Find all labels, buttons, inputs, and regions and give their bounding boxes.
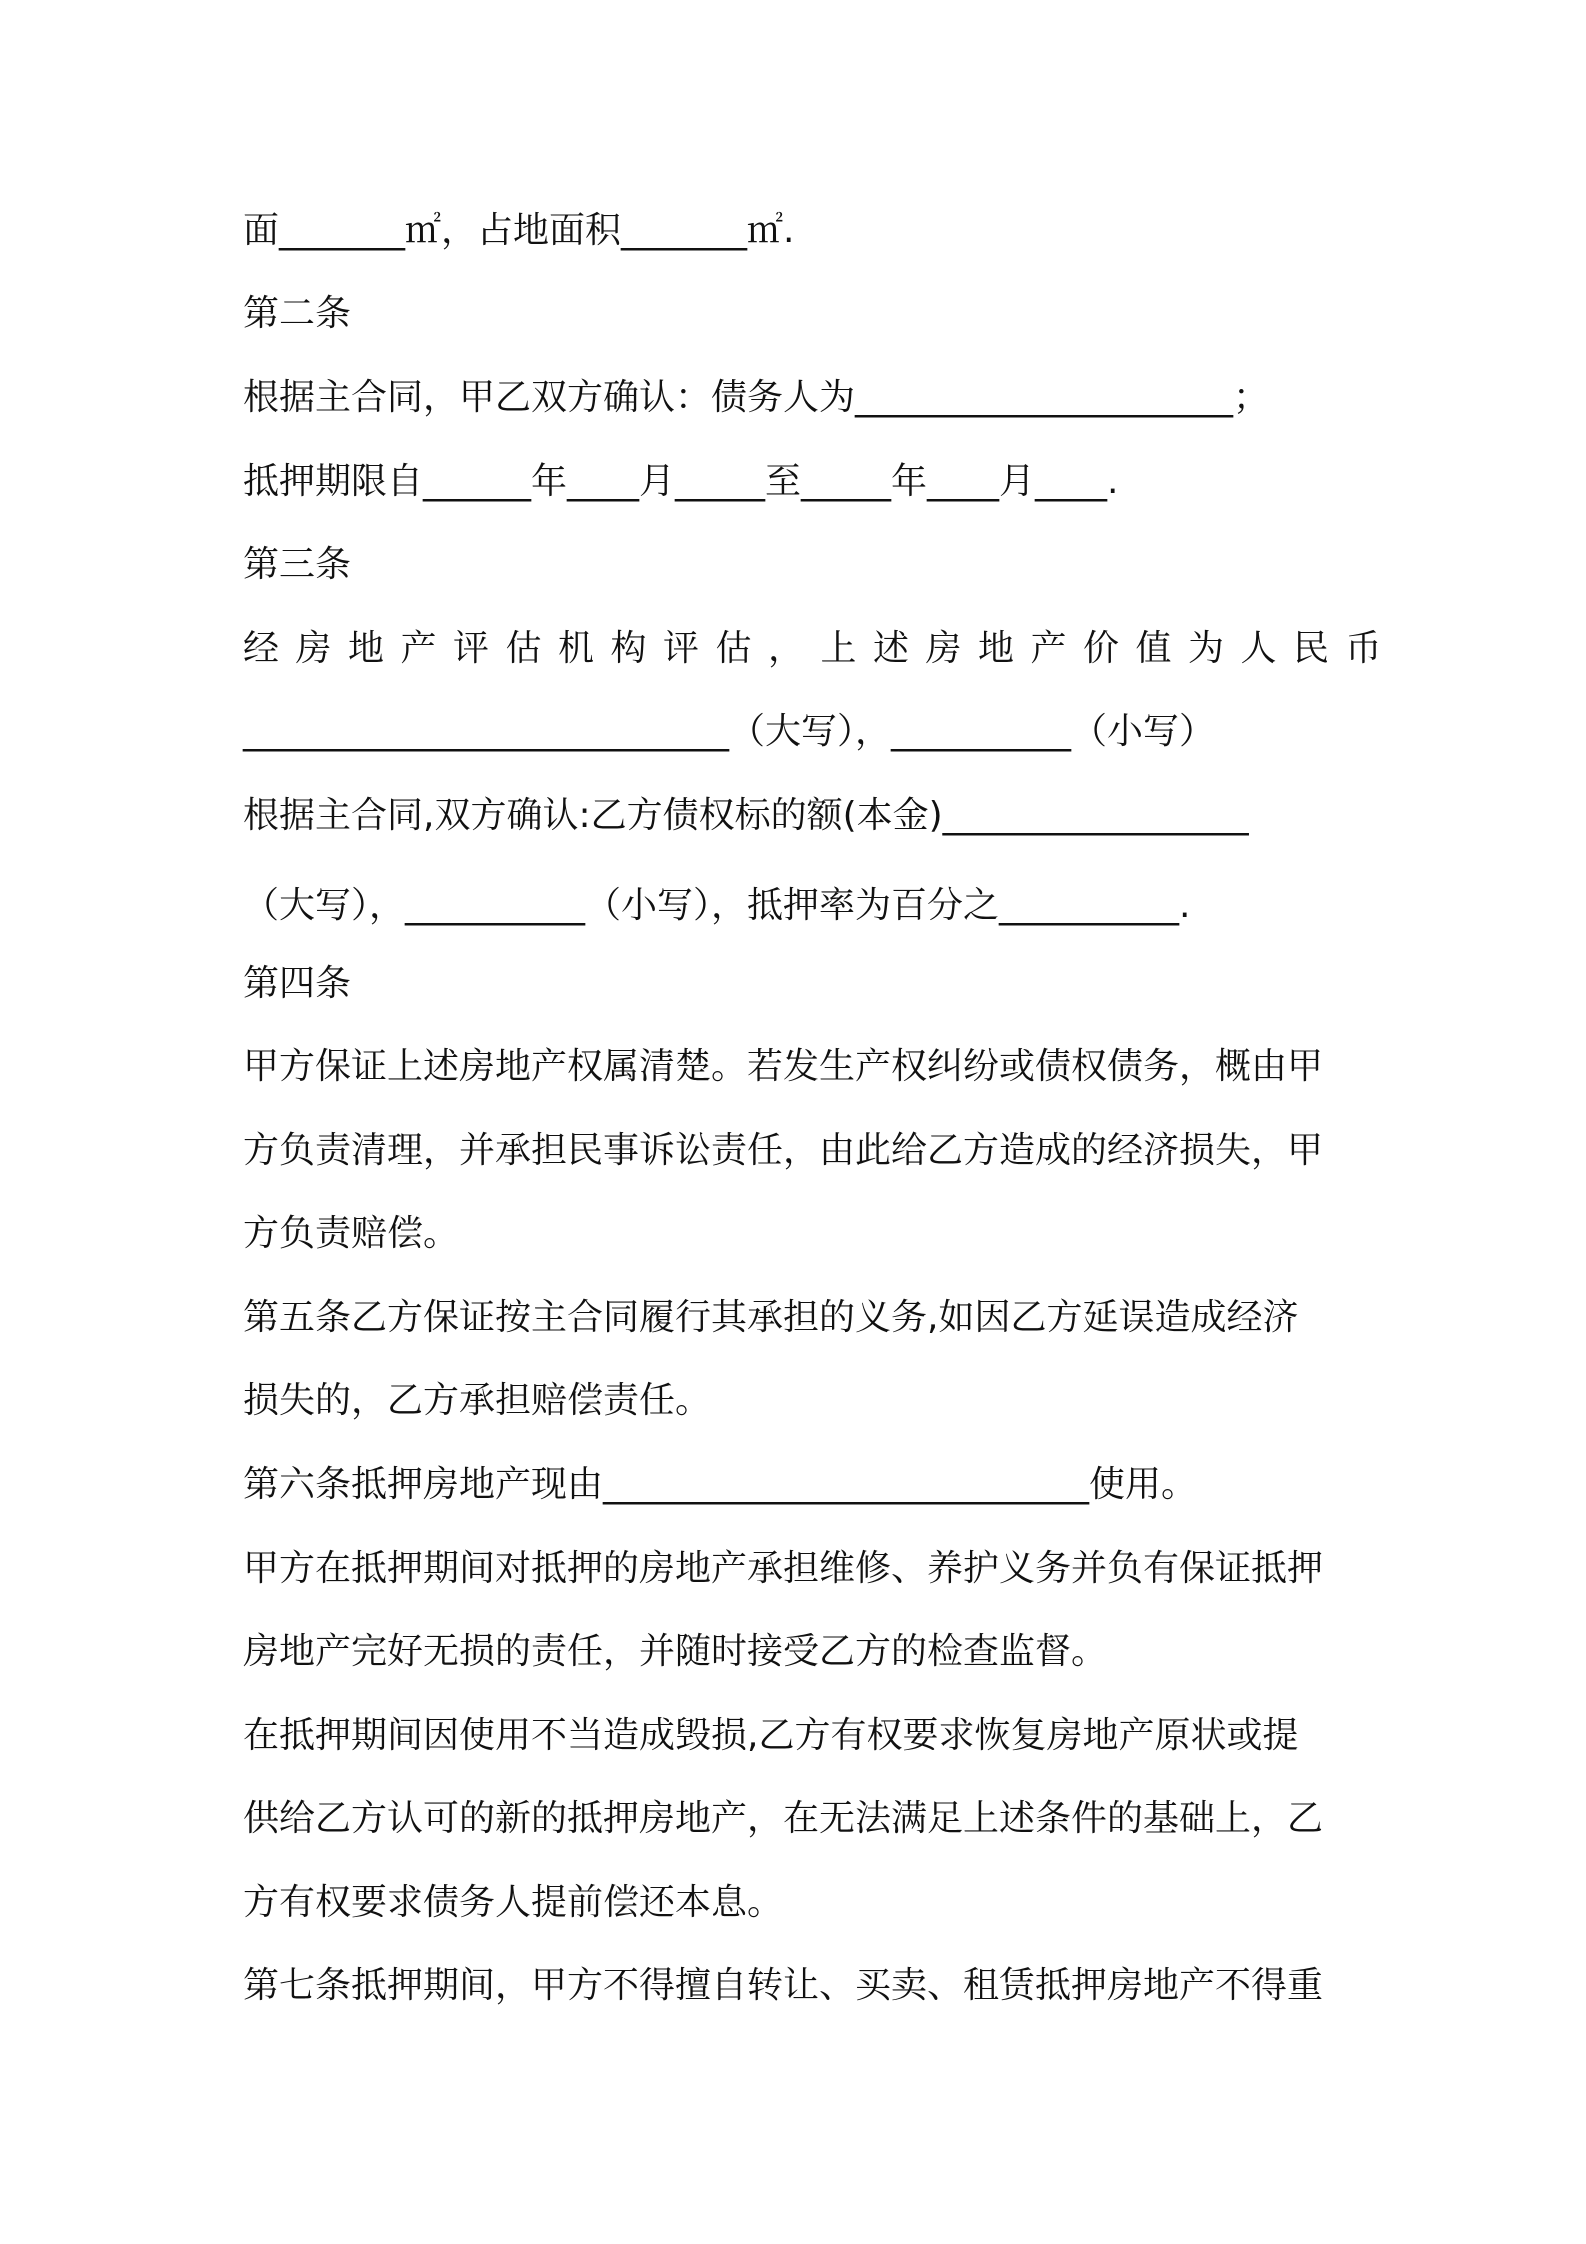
- text-line-article-4-1: 甲方保证上述房地产权属清楚。若发生产权纠纷或债权债务，概由甲: [243, 1046, 1324, 1087]
- text-line-mortgage-rate: （大写），__________（小写），抵押率为百分之__________.: [243, 885, 1191, 926]
- text-line-maintenance-2: 房地产完好无损的责任，并随时接受乙方的检查监督。: [243, 1631, 1108, 1672]
- heading-article-3: 第三条: [243, 544, 352, 585]
- text-line-value-amount: ___________________________（大写），__________（小写）: [243, 711, 1216, 752]
- text-line-maintenance-1: 甲方在抵押期间对抵押的房地产承担维修、养护义务并负有保证抵押: [243, 1548, 1324, 1589]
- text-line-damage-2: 供给乙方认可的新的抵押房地产，在无法满足上述条件的基础上，乙: [243, 1798, 1324, 1839]
- text-line-article-4-2: 方负责清理，并承担民事诉讼责任，由此给乙方造成的经济损失，甲: [243, 1130, 1324, 1171]
- text-line-area: 面_______㎡，占地面积_______㎡.: [243, 210, 795, 251]
- text-line-appraisal: 经房地产评估机构评估，上述房地产价值为人民币: [243, 628, 1399, 669]
- text-line-article-4-3: 方负责赔偿。: [243, 1213, 460, 1254]
- text-line-principal: 根据主合同,双方确认:乙方债权标的额(本金)_________________: [243, 795, 1249, 836]
- text-line-damage-1: 在抵押期间因使用不当造成毁损,乙方有权要求恢复房地产原状或提: [243, 1715, 1299, 1756]
- text-line-article-7: 第七条抵押期间，甲方不得擅自转让、买卖、租赁抵押房地产不得重: [243, 1965, 1324, 2006]
- heading-article-4: 第四条: [243, 963, 352, 1004]
- text-line-damage-3: 方有权要求债务人提前偿还本息。: [243, 1882, 784, 1923]
- text-line-debtor: 根据主合同，甲乙双方确认：债务人为_____________________；: [243, 377, 1270, 418]
- text-line-mortgage-period: 抵押期限自______年____月_____至_____年____月____.: [243, 461, 1119, 502]
- text-line-article-5-2: 损失的，乙方承担赔偿责任。: [243, 1380, 712, 1421]
- heading-article-2: 第二条: [243, 293, 352, 334]
- text-line-article-6: 第六条抵押房地产现由___________________________使用。: [243, 1464, 1198, 1505]
- text-line-article-5-1: 第五条乙方保证按主合同履行其承担的义务,如因乙方延误造成经济: [243, 1297, 1299, 1338]
